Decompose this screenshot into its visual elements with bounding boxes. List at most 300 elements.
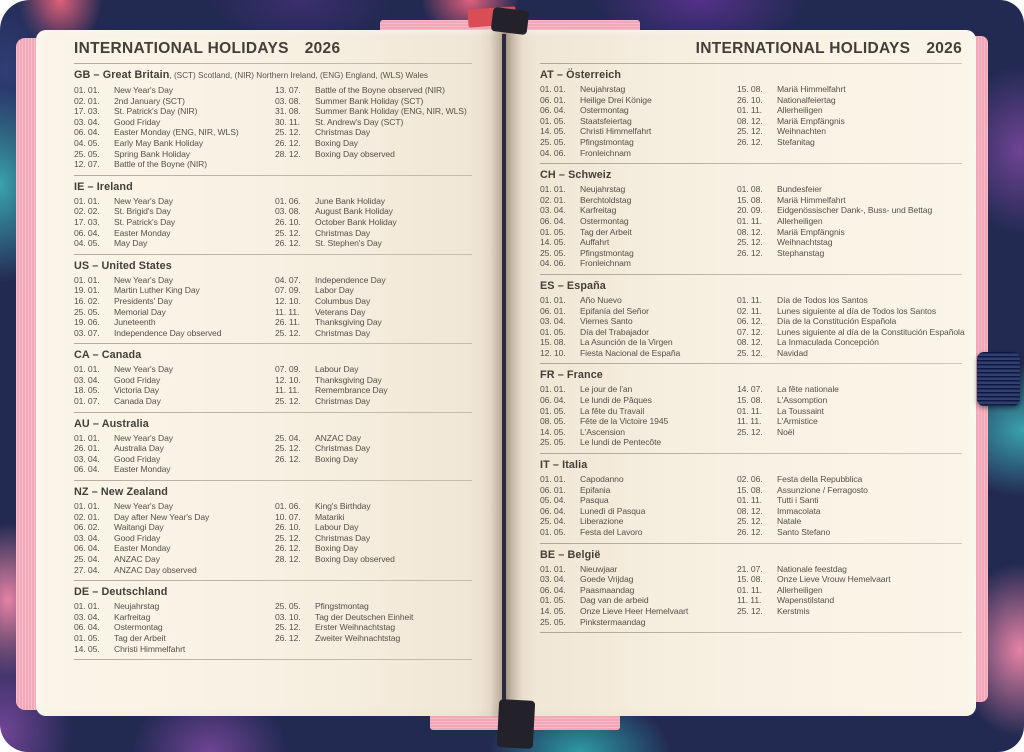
- holiday-name: Año Nuevo: [580, 294, 622, 305]
- holiday-name: Weihnachtstag: [777, 237, 833, 248]
- holiday-row: [737, 316, 965, 327]
- holiday-name: Auffahrt: [580, 237, 610, 248]
- holiday-date: 06. 04.: [74, 464, 100, 475]
- holiday-date: 06. 04.: [540, 105, 566, 116]
- holiday-row: [737, 195, 962, 206]
- holiday-date: 01. 06.: [275, 195, 301, 206]
- holiday-name: Spring Bank Holiday: [114, 148, 190, 159]
- holiday-name: Nationalfeiertag: [777, 94, 836, 105]
- holiday-name: Zweiter Weihnachtstag: [315, 632, 401, 643]
- holiday-date: 11. 11.: [275, 385, 300, 396]
- holiday-row: [737, 227, 962, 238]
- holiday-date: 25. 12.: [737, 126, 763, 137]
- holiday-date: 03. 04.: [74, 374, 100, 385]
- holiday-date: 06. 04.: [74, 543, 100, 554]
- holiday-row: [540, 416, 737, 427]
- holiday-name: Pfingstmontag: [580, 247, 634, 258]
- holiday-name: June Bank Holiday: [315, 195, 385, 206]
- holiday-name: King's Birthday: [315, 501, 371, 512]
- holiday-date: 14. 05.: [74, 643, 100, 654]
- section-heading: [540, 69, 962, 81]
- holiday-name: Good Friday: [114, 374, 161, 385]
- holiday-name: Easter Monday: [114, 464, 171, 475]
- holiday-date: 25. 12.: [275, 532, 301, 543]
- holiday-row: [74, 85, 275, 96]
- section-column: [74, 433, 275, 475]
- holiday-name: Día del Trabajador: [580, 326, 649, 337]
- section-divider: [540, 163, 962, 164]
- holiday-date: 28. 12.: [275, 148, 301, 159]
- holiday-section-nz: [74, 486, 472, 581]
- holiday-row: [74, 622, 275, 633]
- holiday-row: [275, 138, 472, 149]
- holiday-date: 01. 11.: [737, 584, 762, 595]
- holiday-row: [74, 433, 275, 444]
- holiday-date: 06. 04.: [74, 622, 100, 633]
- holiday-date: 26. 12.: [275, 632, 301, 643]
- holiday-row: [275, 543, 472, 554]
- section-columns: [74, 433, 472, 475]
- holiday-name: Christi Himmelfahrt: [580, 126, 652, 137]
- holiday-row: [737, 248, 962, 259]
- page-block-edge-left: [16, 38, 38, 710]
- section-column: [74, 501, 275, 575]
- page-title: [540, 40, 962, 58]
- section-heading: [540, 369, 962, 381]
- holiday-row: [540, 84, 737, 95]
- holiday-date: 30. 11.: [275, 116, 300, 127]
- holiday-row: [74, 96, 275, 107]
- section-divider: [540, 274, 962, 275]
- holiday-name: Assunzione / Ferragosto: [777, 484, 868, 495]
- holiday-date: 10. 07.: [275, 511, 301, 522]
- holiday-name: Wapenstilstand: [777, 595, 835, 606]
- page-left: [36, 30, 502, 716]
- section-column: [275, 601, 472, 654]
- section-column: [275, 501, 472, 575]
- holiday-date: 15. 08.: [737, 574, 763, 585]
- section-divider: [540, 632, 962, 633]
- holiday-row: [74, 127, 275, 138]
- holiday-row: [737, 306, 965, 317]
- holiday-row: [540, 564, 737, 575]
- holiday-date: 25. 12.: [275, 443, 301, 454]
- holiday-section-gb: [74, 69, 472, 176]
- holiday-name: Epifanía del Señor: [580, 305, 649, 316]
- holiday-row: [737, 184, 962, 195]
- section-divider: [74, 412, 472, 413]
- section-column: [540, 184, 737, 269]
- section-heading: [74, 418, 472, 430]
- holiday-name: Matariki: [315, 511, 345, 522]
- holiday-date: 01. 05.: [540, 326, 566, 337]
- holiday-name: New Year's Day: [114, 274, 173, 285]
- holiday-name: Boxing Day observed: [315, 148, 395, 159]
- holiday-name: Boxing Day: [315, 543, 358, 554]
- holiday-name: Pfingstmontag: [315, 601, 369, 612]
- holiday-date: 14. 07.: [737, 384, 763, 395]
- holiday-row: [275, 512, 472, 523]
- holiday-date: 08. 05.: [540, 416, 566, 427]
- holiday-row: [737, 427, 962, 438]
- holiday-date: 25. 04.: [275, 432, 301, 443]
- holiday-row: [275, 117, 472, 128]
- holiday-row: [275, 127, 472, 138]
- section-columns: [74, 501, 472, 575]
- holiday-row: [275, 238, 472, 249]
- section-divider: [74, 175, 472, 176]
- section-column: [540, 84, 737, 158]
- holiday-name: Natale: [777, 516, 802, 527]
- holiday-date: 01. 05.: [540, 226, 566, 237]
- holiday-name: Tag der Arbeit: [114, 632, 166, 643]
- holiday-name: Festa del Lavoro: [580, 527, 643, 537]
- holiday-row: [540, 606, 737, 617]
- section-column: [275, 85, 472, 170]
- page-title-text: INTERNATIONAL HOLIDAYS: [695, 40, 911, 57]
- page-title-text: INTERNATIONAL HOLIDAYS: [74, 40, 289, 57]
- holiday-date: 08. 12.: [737, 115, 763, 126]
- holiday-name: Staatsfeiertag: [580, 115, 632, 126]
- section-column: [737, 295, 965, 359]
- section-column: [540, 295, 737, 359]
- holiday-name: Remembrance Day: [315, 385, 388, 396]
- holiday-date: 01. 01.: [540, 294, 566, 305]
- holiday-row: [540, 384, 737, 395]
- holiday-row: [737, 337, 965, 348]
- sections-left: [74, 69, 472, 660]
- holiday-date: 01. 01.: [540, 384, 566, 395]
- holiday-name: Summer Bank Holiday (SCT): [315, 95, 424, 106]
- holiday-name: Le lundi de Pentecôte: [580, 437, 662, 448]
- section-column: [737, 184, 962, 269]
- holiday-date: 12. 10.: [275, 374, 301, 385]
- holiday-row: [74, 543, 275, 554]
- holiday-date: 25. 12.: [737, 426, 763, 437]
- holiday-row: [74, 117, 275, 128]
- section-columns: [540, 474, 962, 538]
- holiday-date: 03. 04.: [540, 316, 566, 327]
- holiday-row: [74, 454, 275, 465]
- holiday-row: [540, 327, 737, 338]
- holiday-name: Battle of the Boyne observed (NIR): [315, 85, 445, 95]
- section-heading-code: FR – France: [540, 369, 603, 382]
- holiday-date: 15. 08.: [737, 84, 763, 94]
- holiday-name: Independence Day observed: [114, 327, 222, 338]
- holiday-row: [540, 126, 737, 137]
- holiday-date: 03. 04.: [540, 205, 566, 216]
- section-column: [275, 196, 472, 249]
- holiday-date: 25. 05.: [540, 136, 566, 147]
- holiday-name: Navidad: [777, 347, 808, 358]
- holiday-date: 02. 06.: [737, 474, 763, 485]
- holiday-date: 01. 11.: [737, 105, 762, 116]
- section-column: [540, 384, 737, 448]
- holiday-date: 11. 11.: [275, 306, 300, 317]
- holiday-name: Lunes siguiente al día de la Constitución Española: [777, 326, 965, 337]
- holiday-name: Fête de la Victoire 1945: [580, 416, 669, 427]
- holiday-row: [74, 533, 275, 544]
- holiday-row: [275, 454, 472, 465]
- holiday-row: [275, 217, 472, 228]
- holiday-date: 03. 04.: [74, 116, 100, 127]
- section-column: [74, 601, 275, 654]
- holiday-name: Labor Day: [315, 285, 354, 296]
- holiday-name: Neujahrstag: [114, 601, 160, 612]
- holiday-row: [275, 601, 472, 612]
- holiday-row: [737, 474, 962, 485]
- holiday-name: Berchtoldstag: [580, 194, 632, 205]
- holiday-date: 17. 03.: [74, 106, 100, 117]
- section-column: [74, 275, 275, 339]
- holiday-name: Early May Bank Holiday: [114, 137, 204, 148]
- holiday-date: 01. 01.: [74, 501, 100, 512]
- section-heading: [540, 549, 962, 561]
- holiday-row: [540, 237, 737, 248]
- holiday-date: 25. 05.: [74, 306, 100, 317]
- holiday-name: Epifania: [580, 484, 611, 495]
- holiday-row: [737, 137, 962, 148]
- holiday-date: 25. 12.: [275, 396, 301, 407]
- section-divider: [74, 659, 472, 660]
- holiday-name: Juneteenth: [114, 317, 156, 328]
- holiday-date: 06. 02.: [74, 522, 100, 533]
- holiday-row: [737, 564, 962, 575]
- section-heading-code: CH – Schweiz: [540, 169, 612, 182]
- holiday-date: 25. 05.: [540, 437, 566, 448]
- holiday-date: 01. 05.: [540, 527, 566, 537]
- holiday-date: 13. 07.: [275, 85, 301, 95]
- holiday-row: [737, 205, 962, 216]
- holiday-row: [275, 433, 472, 444]
- holiday-date: 01. 01.: [540, 84, 566, 94]
- holiday-date: 01. 05.: [540, 405, 566, 416]
- holiday-name: La Asunción de la Virgen: [580, 337, 673, 348]
- holiday-name: Viernes Santo: [580, 316, 633, 327]
- section-heading-code: NZ – New Zealand: [74, 486, 168, 499]
- holiday-row: [275, 364, 472, 375]
- section-heading: [74, 69, 472, 82]
- holiday-name: Onze Lieve Vrouw Hemelvaart: [777, 574, 891, 585]
- holiday-name: New Year's Day: [114, 432, 173, 443]
- holiday-name: Goede Vrijdag: [580, 574, 634, 585]
- holiday-row: [737, 516, 962, 527]
- section-column: [540, 474, 737, 538]
- holiday-date: 25. 12.: [737, 237, 763, 248]
- holiday-name: St. Andrew's Day (SCT): [315, 116, 404, 127]
- holiday-name: Tag der Arbeit: [580, 226, 632, 237]
- holiday-date: 25. 05.: [540, 616, 566, 627]
- holiday-row: [74, 285, 275, 296]
- holiday-row: [540, 148, 737, 159]
- holiday-date: 26. 10.: [275, 522, 301, 533]
- holiday-row: [540, 474, 737, 485]
- holiday-date: 02. 01.: [540, 194, 566, 205]
- section-columns: [540, 294, 965, 359]
- holiday-row: [74, 375, 275, 386]
- holiday-row: [737, 84, 962, 95]
- holiday-name: St. Brigid's Day: [114, 206, 171, 217]
- holiday-row: [540, 485, 737, 496]
- holiday-row: [275, 296, 472, 307]
- holiday-date: 01. 11.: [737, 215, 762, 226]
- section-heading-code: BE – België: [540, 548, 601, 561]
- section-column: [540, 564, 737, 628]
- holiday-row: [540, 95, 737, 106]
- holiday-row: [540, 137, 737, 148]
- holiday-row: [74, 206, 275, 217]
- holiday-date: 26. 12.: [737, 527, 763, 537]
- section-columns: [74, 275, 472, 339]
- holiday-row: [540, 527, 737, 538]
- section-heading-code: ES – España: [540, 279, 606, 292]
- holiday-row: [540, 495, 737, 506]
- holiday-name: St. Stephen's Day: [315, 238, 382, 249]
- section-heading: [74, 586, 472, 598]
- holiday-row: [275, 633, 472, 644]
- section-heading: [74, 181, 472, 193]
- holiday-row: [540, 516, 737, 527]
- section-columns: [540, 184, 962, 269]
- holiday-date: 02. 02.: [74, 206, 100, 217]
- holiday-row: [540, 216, 737, 227]
- holiday-row: [275, 612, 472, 623]
- holiday-date: 25. 12.: [275, 127, 301, 138]
- holiday-row: [74, 138, 275, 149]
- holiday-row: [540, 348, 737, 359]
- section-column: [275, 433, 472, 475]
- holiday-name: Good Friday: [114, 116, 161, 127]
- holiday-name: Liberazione: [580, 516, 624, 527]
- holiday-section-ch: [540, 169, 962, 275]
- holiday-date: 11. 11.: [737, 416, 762, 427]
- holiday-row: [737, 595, 962, 606]
- section-heading-code: IE – Ireland: [74, 180, 133, 193]
- holiday-row: [737, 416, 962, 427]
- section-columns: [74, 601, 472, 654]
- holiday-row: [74, 275, 275, 286]
- holiday-row: [540, 395, 737, 406]
- holiday-name: La Inmaculada Concepción: [777, 337, 879, 348]
- holiday-date: 11. 11.: [737, 595, 762, 606]
- section-column: [275, 275, 472, 339]
- holiday-row: [275, 307, 472, 318]
- holiday-date: 25. 05.: [74, 148, 100, 159]
- section-column: [737, 474, 962, 538]
- holiday-date: 15. 08.: [737, 395, 763, 406]
- section-divider: [540, 363, 962, 364]
- holiday-date: 17. 03.: [74, 216, 100, 227]
- holiday-name: Tag der Deutschen Einheit: [315, 611, 414, 622]
- holiday-name: Good Friday: [114, 453, 161, 464]
- holiday-date: 06. 01.: [540, 305, 566, 316]
- holiday-row: [74, 385, 275, 396]
- holiday-row: [737, 327, 965, 338]
- holiday-row: [275, 533, 472, 544]
- holiday-name: Labour Day: [315, 364, 359, 375]
- holiday-date: 18. 05.: [74, 385, 100, 396]
- section-heading: [540, 280, 962, 292]
- holiday-name: L'Assomption: [777, 395, 828, 406]
- holiday-section-au: [74, 418, 472, 481]
- holiday-row: [74, 522, 275, 533]
- holiday-row: [275, 228, 472, 239]
- holiday-date: 26. 12.: [275, 238, 301, 249]
- holiday-row: [275, 206, 472, 217]
- holiday-name: Martin Luther King Day: [114, 285, 200, 296]
- holiday-row: [74, 464, 275, 475]
- holiday-date: 01. 01.: [540, 563, 566, 574]
- holiday-date: 04. 05.: [74, 137, 100, 148]
- section-heading-code: CA – Canada: [74, 349, 142, 362]
- holiday-row: [540, 195, 737, 206]
- holiday-name: Fiesta Nacional de España: [580, 347, 681, 358]
- holiday-row: [74, 565, 275, 576]
- holiday-row: [737, 585, 962, 596]
- holiday-date: 02. 11.: [737, 305, 762, 316]
- holiday-name: L'Ascension: [580, 426, 625, 437]
- holiday-name: Día de Todos los Santos: [777, 294, 868, 305]
- holiday-date: 08. 12.: [737, 337, 763, 348]
- holiday-name: Boxing Day observed: [315, 554, 395, 564]
- holiday-name: New Year's Day: [114, 195, 173, 206]
- section-heading-code: DE – Deutschland: [74, 586, 168, 599]
- holiday-date: 25. 12.: [275, 227, 301, 238]
- holiday-row: [74, 364, 275, 375]
- holiday-date: 05. 04.: [540, 495, 566, 506]
- holiday-row: [540, 316, 737, 327]
- holiday-name: Mariä Empfängnis: [777, 115, 845, 126]
- holiday-row: [74, 196, 275, 207]
- holiday-date: 01. 01.: [74, 195, 100, 206]
- holiday-row: [540, 184, 737, 195]
- holiday-date: 26. 12.: [275, 137, 301, 148]
- holiday-row: [737, 116, 962, 127]
- holiday-name: Kerstmis: [777, 605, 810, 616]
- holiday-date: 06. 04.: [540, 584, 566, 595]
- holiday-name: Presidents' Day: [114, 295, 173, 306]
- holiday-name: Columbus Day: [315, 295, 371, 306]
- holiday-row: [737, 574, 962, 585]
- holiday-date: 06. 04.: [74, 127, 100, 138]
- section-heading-code: AT – Österreich: [540, 69, 622, 81]
- holiday-row: [540, 295, 737, 306]
- holiday-date: 12. 10.: [275, 295, 301, 306]
- holiday-name: Easter Monday: [114, 227, 171, 238]
- holiday-row: [737, 506, 962, 517]
- holiday-date: 25. 05.: [275, 601, 301, 612]
- holiday-name: Santo Stefano: [777, 527, 831, 537]
- holiday-row: [275, 106, 472, 117]
- holiday-section-be: [540, 549, 962, 634]
- holiday-date: 31. 08.: [275, 106, 301, 117]
- section-heading: [540, 459, 962, 471]
- holiday-date: 15. 08.: [737, 194, 763, 205]
- holiday-name: Le jour de l'an: [580, 384, 633, 395]
- holiday-name: Mariä Himmelfahrt: [777, 84, 846, 94]
- section-column: [275, 364, 472, 406]
- holiday-name: Neujahrstag: [580, 84, 626, 94]
- section-heading: [74, 486, 472, 498]
- holiday-name: Karfreitag: [580, 205, 617, 216]
- holiday-date: 01. 01.: [74, 432, 100, 443]
- holiday-row: [74, 159, 275, 170]
- holiday-date: 25. 12.: [275, 327, 301, 338]
- holiday-name: St. Patrick's Day: [114, 216, 176, 227]
- holiday-row: [737, 126, 962, 137]
- holiday-date: 06. 01.: [540, 484, 566, 495]
- holiday-name: Christmas Day: [315, 227, 371, 238]
